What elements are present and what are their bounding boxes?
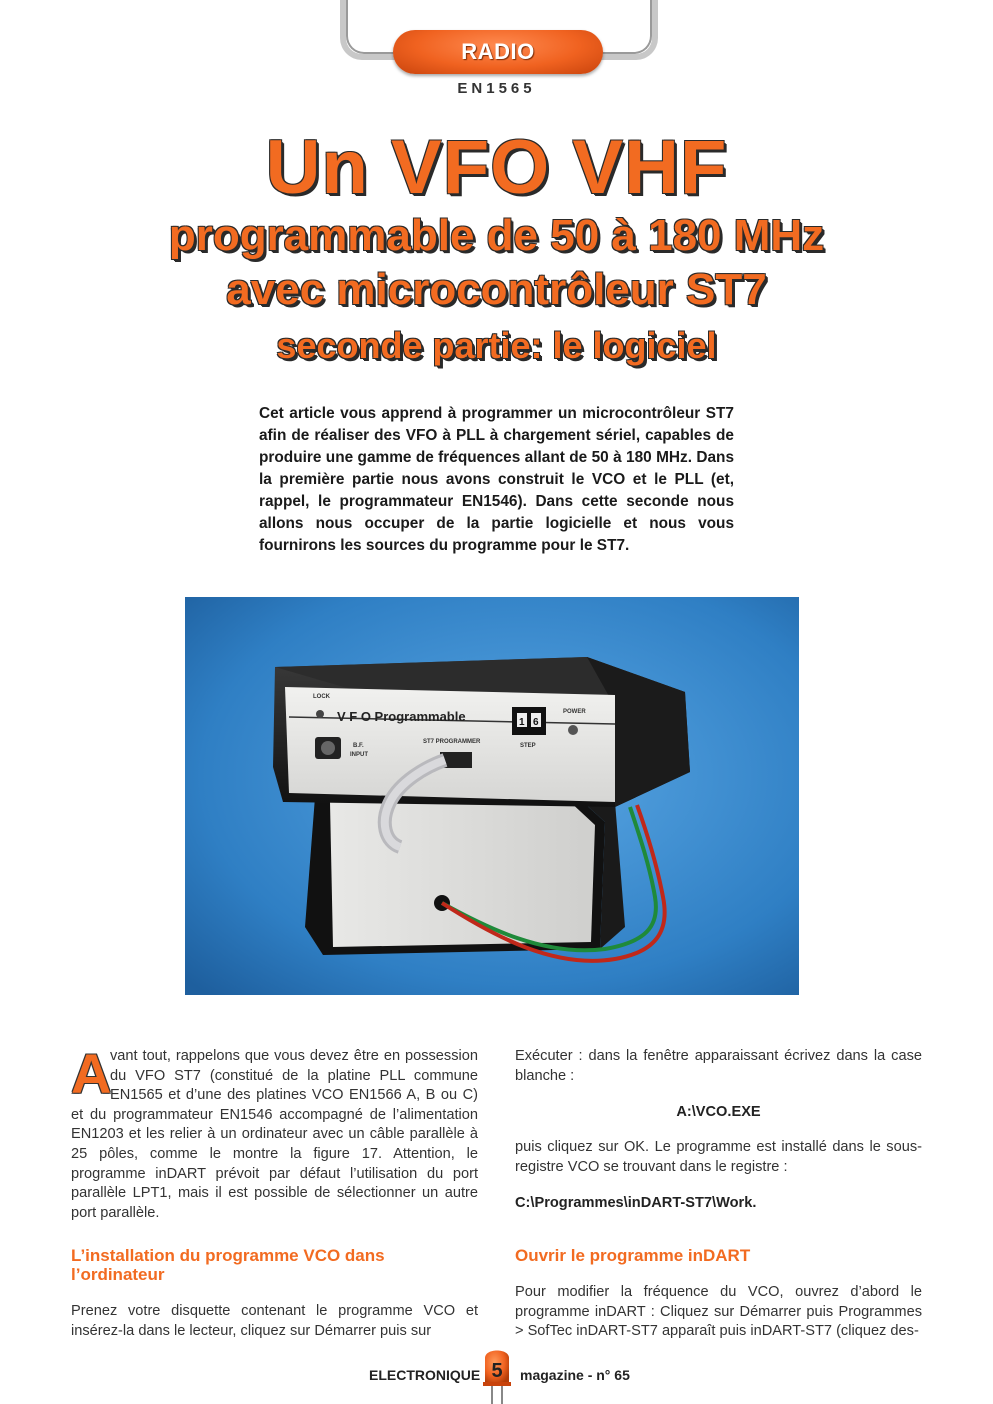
article-reference: EN1565 [457, 80, 536, 97]
page-number-badge [480, 1344, 514, 1404]
right-column-paragraph-2: puis cliquez sur OK. Le programme est installé dans le sous-registre VCO se trouvant dans le registre : [515, 1139, 922, 1175]
section-badge [393, 30, 603, 74]
command-line: A:\VCO.EXE [676, 1104, 761, 1120]
step-digit-2: 6 [533, 717, 539, 728]
title-line-2: programmable de 50 à 180 MHz [168, 211, 825, 260]
left-column-text-1: vant tout, rappelons que vous devez être en possession du VFO ST7 (constitué de la platine PLL commune EN1565 et d’une des platines VCO EN1566 A, B ou C) et du programmateur EN1546 accompagné de l’alimentation EN1203 et les relier à un ordinateur avec un câble parallèle à 25 pôles, comme le montre la figure 17. Attention, le programme inDART prévoit par défaut l’utilisation du port parallèle LPT1, mais il est possible de sélectionner un autre port parallèle. [71, 1048, 478, 1221]
install-path: C:\Programmes\inDART-ST7\Work. [515, 1195, 757, 1211]
section-label: RADIO [461, 39, 535, 64]
right-column-paragraph-3: Pour modifier la fréquence du VCO, ouvrez d’abord le programme inDART : Cliquez sur Démarrer puis Programmes > SofTec inDART-ST7 apparaît puis inDART-ST7 (cliquez des- [515, 1284, 922, 1340]
intro-paragraph: Cet article vous apprend à programmer un microcontrôleur ST7 afin de réaliser des VFO à PLL à chargement sériel, capables de produire une gamme de fréquences allant de 50 à 180 MHz. Dans la première partie nous avons construit le VCO et le PLL (et, rappel, le programmateur EN1546). Dans cette seconde nous allons nous occuper de la partie logicielle et nous vous fournirons les sources du programme pour le ST7. [259, 405, 734, 554]
footer-magazine-name: ELECTRONIQUE [369, 1367, 481, 1383]
title-line-4: seconde partie: le logiciel [276, 325, 717, 366]
title-line-3: avec microcontrôleur ST7 [226, 265, 767, 314]
bf-label-2: INPUT [350, 752, 368, 758]
step-digit-1: 1 [519, 717, 525, 728]
bf-label-1: B.F. [353, 743, 364, 749]
drop-cap: A [71, 1042, 112, 1105]
footer-issue: magazine - n° 65 [520, 1367, 630, 1383]
page-number: 5 [491, 1360, 503, 1382]
step-label: STEP [520, 743, 536, 749]
title-line-1: Un VFO VHF [265, 125, 728, 210]
programmer-label: ST7 PROGRAMMER [423, 739, 481, 745]
section-heading-open-indart: Ouvrir le programme inDART [515, 1246, 751, 1265]
section-heading-installation: L’installation du programme VCO dans l’ordinateur [71, 1246, 385, 1284]
panel-title: V F O Programmable [337, 709, 466, 724]
left-column-paragraph-1 [71, 1042, 478, 1223]
lock-label: LOCK [313, 694, 330, 700]
right-column-paragraph-1: Exécuter : dans la fenêtre apparaissant écrivez dans la case blanche : [515, 1048, 922, 1084]
product-photo [185, 597, 799, 995]
left-column-paragraph-2: Prenez votre disquette contenant le programme VCO et insérez-la dans le lecteur, cliquez sur Démarrer puis sur [71, 1303, 478, 1339]
power-label: POWER [563, 709, 586, 715]
